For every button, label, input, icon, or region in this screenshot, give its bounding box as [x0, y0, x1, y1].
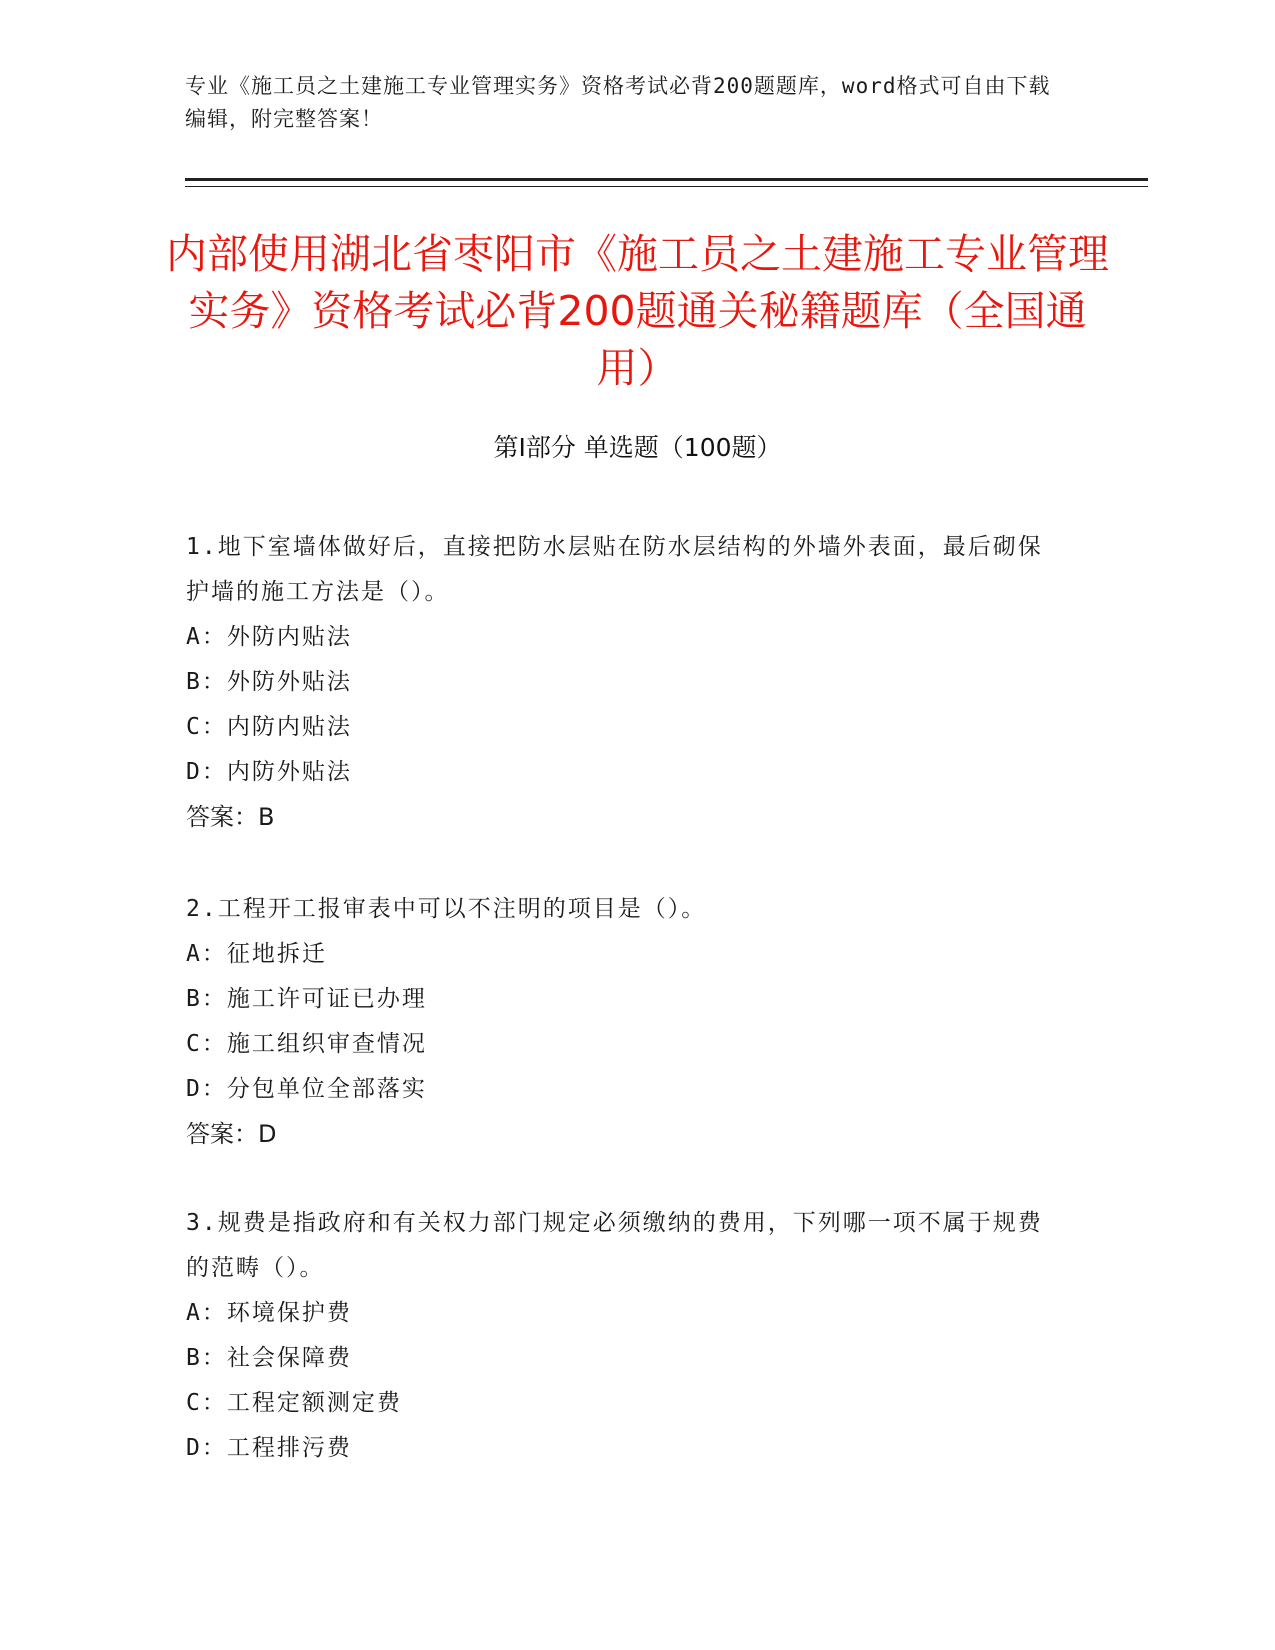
question-stem: 1.地下室墙体做好后，直接把防水层贴在防水层结构的外墙外表面，最后砌保护墙的施工方法是（）。: [186, 534, 1043, 605]
question-1: [186, 525, 1066, 840]
question-3: [186, 1201, 1066, 1471]
option-d: D：分包单位全部落实: [186, 1076, 427, 1102]
option-a: A：征地拆迁: [186, 941, 327, 967]
option-a: A：外防内贴法: [186, 624, 352, 650]
option-c: C：内防内贴法: [186, 714, 352, 740]
option-d: D：工程排污费: [186, 1435, 352, 1461]
header-rule-thick: [185, 178, 1148, 181]
document-title: 内部使用湖北省枣阳市《施工员之土建施工专业管理实务》资格考试必背200题通关秘籍题库（全国通用）: [166, 230, 1109, 392]
section-heading: 第I部分 单选题（100题）: [493, 433, 782, 462]
option-c: C：施工组织审查情况: [186, 1031, 427, 1057]
answer: 答案：D: [186, 1120, 277, 1148]
option-b: B：施工许可证已办理: [186, 986, 427, 1012]
option-a: A：环境保护费: [186, 1300, 352, 1326]
answer: 答案：B: [186, 803, 275, 831]
question-2: [186, 887, 1066, 1157]
option-d: D：内防外贴法: [186, 759, 352, 785]
option-b: B：社会保障费: [186, 1345, 352, 1371]
option-b: B：外防外贴法: [186, 669, 352, 695]
header-note: 专业《施工员之土建施工专业管理实务》资格考试必背200题题库，word格式可自由下载编辑，附完整答案！: [185, 74, 1051, 131]
header-rule-thin: [185, 186, 1148, 187]
question-stem: 3.规费是指政府和有关权力部门规定必须缴纳的费用，下列哪一项不属于规费的范畴（）。: [186, 1210, 1043, 1281]
option-c: C：工程定额测定费: [186, 1390, 402, 1416]
question-stem: 2.工程开工报审表中可以不注明的项目是（）。: [186, 896, 707, 922]
